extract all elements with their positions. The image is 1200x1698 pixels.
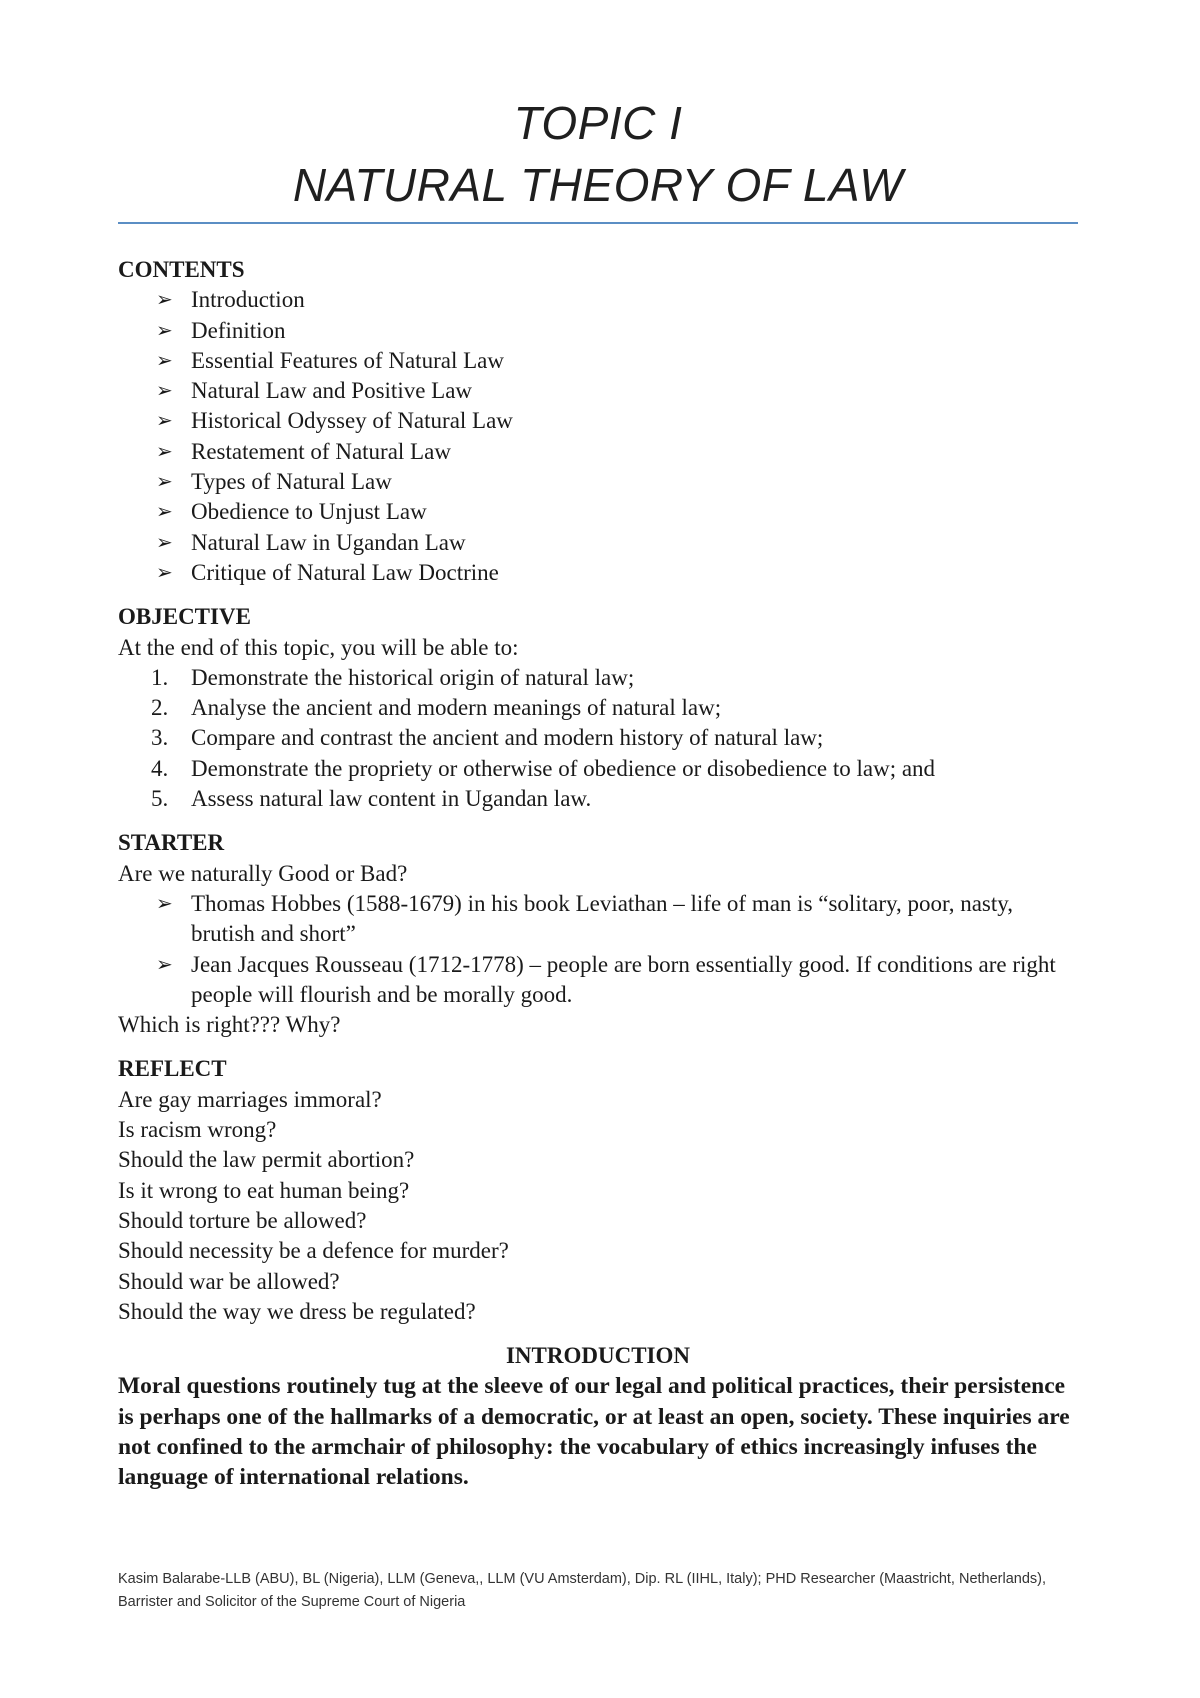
contents-item-text: Natural Law and Positive Law: [191, 378, 473, 404]
starter-item: [118, 889, 1078, 950]
reflect-heading: REFLECT: [118, 1056, 227, 1082]
contents-item-text: Types of Natural Law: [191, 469, 392, 495]
reflect-question: Should the way we dress be regulated?: [118, 1298, 476, 1324]
author-footer: Kasim Balarabe-LLB (ABU), BL (Nigeria), LLM (Geneva,, LLM (VU Amsterdam), Dip. RL (IIHL, Italy); PHD Researcher (Maastricht, Netherlands), Barrister and Solicitor of the Supreme Court of Nigeria: [118, 1571, 1047, 1610]
contents-section: [118, 255, 1078, 588]
topic-title: NATURAL THEORY OF LAW: [292, 159, 904, 211]
objective-text: Compare and contrast the ancient and modern history of natural law;: [191, 725, 824, 751]
contents-item-text: Restatement of Natural Law: [191, 438, 451, 464]
objective-number: 3.: [151, 725, 169, 751]
contents-item-text: Essential Features of Natural Law: [191, 347, 504, 373]
starter-item: [118, 950, 1078, 1011]
contents-item: [118, 437, 1078, 467]
objective-text: Analyse the ancient and modern meanings of natural law;: [191, 695, 722, 721]
starter-question: Are we naturally Good or Bad?: [118, 860, 408, 886]
objective-number: 5.: [151, 786, 169, 812]
contents-item: [118, 376, 1078, 406]
reflect-section: [118, 1054, 1078, 1327]
arrow-bullet-icon: ➢: [156, 531, 173, 554]
contents-list: [118, 285, 1078, 588]
reflect-questions: [118, 1085, 1078, 1327]
starter-item-text: Thomas Hobbes (1588-1679) in his book Leviathan – life of man is “solitary, poor, nasty, brutish and short”: [191, 890, 1014, 947]
objective-item: [118, 784, 1078, 814]
starter-item-text: Jean Jacques Rousseau (1712-1778) – people are born essentially good. If conditions are right people will flourish and be morally good.: [191, 951, 1056, 1007]
objective-item: [118, 754, 1078, 784]
arrow-bullet-icon: ➢: [156, 471, 173, 494]
objective-item: [118, 693, 1078, 723]
reflect-question: Should necessity be a defence for murder?: [118, 1238, 509, 1264]
contents-item: [118, 346, 1078, 376]
introduction-paragraph: Moral questions routinely tug at the sleeve of our legal and political practices, their persistence is perhaps one of the hallmarks of a democratic, or at least an open, society. These inquiries are not confined to the armchair of philosophy: the vocabulary of ethics increasingly infuses the language of international relations.: [118, 1373, 1070, 1491]
arrow-bullet-icon: ➢: [156, 561, 173, 584]
arrow-bullet-icon: ➢: [156, 892, 173, 915]
contents-item-text: Critique of Natural Law Doctrine: [191, 559, 499, 585]
contents-item-text: Natural Law in Ugandan Law: [191, 529, 466, 555]
topic-number: TOPIC I: [513, 97, 683, 149]
starter-closing: Which is right??? Why?: [118, 1012, 341, 1038]
contents-item-text: Definition: [191, 317, 286, 343]
reflect-question: Should war be allowed?: [118, 1268, 340, 1294]
introduction-section: [118, 1341, 1078, 1492]
reflect-question: Is racism wrong?: [118, 1117, 277, 1143]
starter-section: [118, 828, 1078, 1040]
objective-number: 4.: [151, 755, 169, 781]
arrow-bullet-icon: ➢: [156, 349, 173, 372]
objective-list: [118, 663, 1078, 814]
contents-item: [118, 528, 1078, 558]
reflect-question: Should torture be allowed?: [118, 1207, 367, 1233]
contents-item-text: Historical Odyssey of Natural Law: [191, 408, 513, 434]
objective-intro: At the end of this topic, you will be able to:: [118, 634, 519, 660]
objective-text: Demonstrate the propriety or otherwise of obedience or disobedience to law; and: [191, 755, 936, 781]
arrow-bullet-icon: ➢: [156, 410, 173, 433]
document-body: [118, 255, 1078, 1507]
contents-item-text: Introduction: [191, 287, 305, 313]
arrow-bullet-icon: ➢: [156, 953, 173, 976]
objective-section: [118, 602, 1078, 814]
contents-item: [118, 406, 1078, 436]
reflect-question: Should the law permit abortion?: [118, 1147, 415, 1173]
contents-heading: CONTENTS: [118, 257, 245, 282]
objective-heading: OBJECTIVE: [118, 604, 251, 630]
objective-number: 1.: [151, 664, 169, 690]
reflect-question: Are gay marriages immoral?: [118, 1086, 382, 1112]
contents-item: [118, 497, 1078, 527]
introduction-heading: INTRODUCTION: [505, 1343, 691, 1369]
arrow-bullet-icon: ➢: [156, 319, 173, 342]
arrow-bullet-icon: ➢: [156, 289, 173, 312]
contents-item: [118, 316, 1078, 346]
reflect-question: Is it wrong to eat human being?: [118, 1177, 410, 1203]
arrow-bullet-icon: ➢: [156, 501, 173, 524]
title-block: [118, 92, 1078, 216]
objective-number: 2.: [151, 695, 169, 721]
document-page: [118, 0, 1078, 1698]
objective-text: Demonstrate the historical origin of natural law;: [191, 664, 635, 690]
contents-item: [118, 558, 1078, 588]
contents-item: [118, 285, 1078, 315]
contents-item-text: Obedience to Unjust Law: [191, 499, 427, 525]
objective-item: [118, 663, 1078, 693]
arrow-bullet-icon: ➢: [156, 380, 173, 403]
objective-item: [118, 723, 1078, 753]
title-divider: [118, 222, 1078, 224]
starter-heading: STARTER: [118, 830, 225, 856]
arrow-bullet-icon: ➢: [156, 440, 173, 463]
starter-list: [118, 889, 1078, 1010]
contents-item: [118, 467, 1078, 497]
objective-text: Assess natural law content in Ugandan law.: [191, 786, 592, 812]
